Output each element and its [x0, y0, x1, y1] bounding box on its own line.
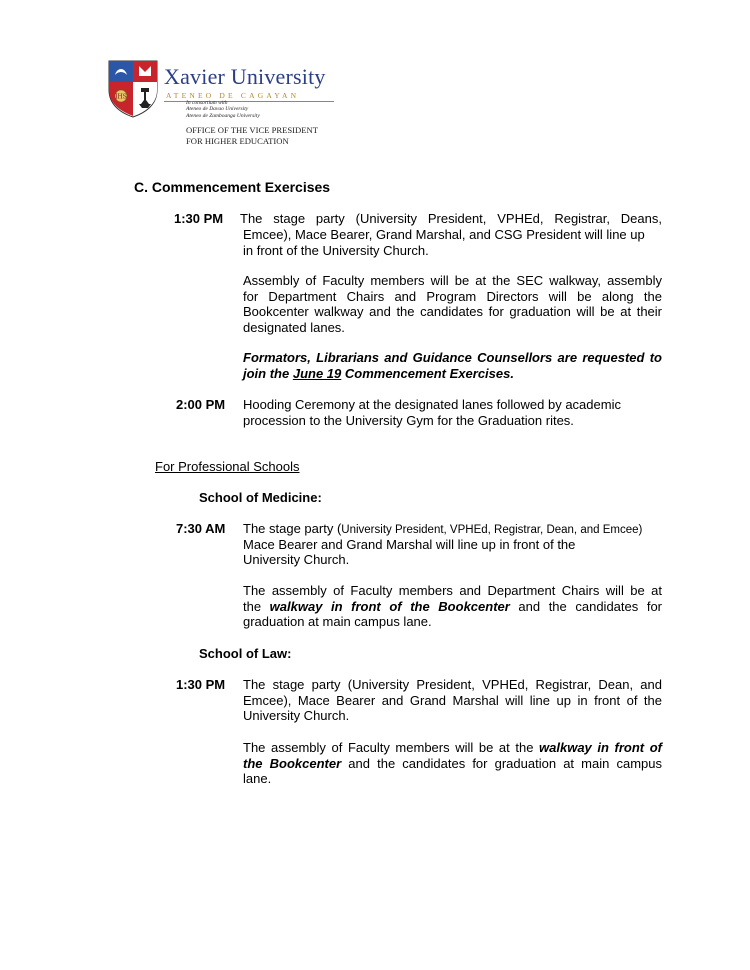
paragraph-line: Bookcenter walkway and the candidates for graduation will be at their [243, 304, 662, 320]
paragraph-text: the [243, 598, 270, 614]
paragraph-line [243, 521, 662, 537]
consortium-note [186, 100, 260, 119]
paragraph-line: The assembly of Faculty members and Department Chairs will be at [243, 583, 662, 598]
office-name [186, 125, 318, 147]
paragraph-line: Hooding Ceremony at the designated lanes followed by academic [243, 397, 621, 412]
paragraph [243, 583, 662, 630]
consortium-school-1: Ateneo de Davao University [186, 106, 249, 113]
office-line-2: FOR HIGHER EDUCATION [186, 136, 289, 146]
paragraph-line: for Department Chairs and Program Directors will be along the [243, 288, 662, 304]
consortium-intro: In consortium with [186, 100, 228, 106]
paragraph-line [243, 756, 662, 772]
university-crest-logo [108, 60, 158, 118]
paragraph-text: and the candidates for [509, 598, 663, 614]
emphasis-text: the Bookcenter [243, 755, 342, 771]
school-heading: School of Law: [199, 646, 292, 661]
paragraph-line: The stage party (University President, VPHEd, Registrar, Dean, and [243, 677, 662, 692]
notice-date: June 19 [292, 365, 342, 381]
paragraph-line: graduation at main campus lane. [243, 614, 432, 630]
university-subtitle: ATENEO DE CAGAYAN [166, 91, 300, 100]
notice-paragraph [243, 350, 662, 381]
paragraph [243, 227, 662, 258]
paragraph [243, 397, 662, 428]
time-label: 1:30 PM [174, 211, 224, 226]
paragraph [243, 521, 662, 568]
emphasis-text: walkway in front of the Bookcenter [269, 598, 510, 614]
office-line-1: OFFICE OF THE VICE PRESIDENT [186, 125, 318, 135]
paragraph-line: The stage party (University President, VPHEd, Registrar, Deans, [240, 211, 662, 226]
notice-line: Formators, Librarians and Guidance Counsellors are requested to [243, 350, 662, 365]
paragraph-line: University Church. [243, 708, 350, 724]
paragraph-text-small: University President, VPHEd, Registrar, Dean, and Emcee) [341, 524, 643, 536]
notice-text: join the [243, 365, 293, 381]
section-heading: C. Commencement Exercises [134, 179, 331, 195]
svg-text:IHS: IHS [115, 93, 127, 101]
time-label: 1:30 PM [176, 677, 226, 692]
paragraph [243, 740, 662, 787]
consortium-school-2: Ateneo de Zamboanga University [186, 112, 260, 119]
paragraph-line [243, 599, 662, 615]
paragraph-line: designated lanes. [243, 319, 345, 335]
subsection-heading: For Professional Schools [155, 459, 300, 474]
emphasis-text: walkway in front of [539, 740, 662, 755]
paragraph-line: lane. [243, 771, 272, 787]
paragraph-line: University Church. [243, 552, 350, 568]
paragraph-line: Emcee), Mace Bearer and Grand Marshal will line up in front of the [243, 692, 662, 708]
paragraph-line: Mace Bearer and Grand Marshal will line up in front of the [243, 536, 576, 552]
paragraph [243, 677, 662, 724]
paragraph-text: The assembly of Faculty members will be at the [243, 740, 540, 755]
paragraph-text: and the candidates for graduation at main campus [341, 755, 662, 771]
paragraph-line: procession to the University Gym for the Graduation rites. [243, 412, 574, 428]
letterhead [108, 60, 368, 150]
notice-line [243, 366, 662, 382]
paragraph-line: Assembly of Faculty members will be at the SEC walkway, assembly [243, 273, 662, 288]
time-label: 2:00 PM [176, 397, 226, 412]
university-name: Xavier University [164, 64, 326, 89]
time-label: 7:30 AM [176, 521, 226, 536]
paragraph-text: The stage party ( [243, 521, 342, 536]
school-heading: School of Medicine: [199, 490, 322, 505]
paragraph-line: in front of the University Church. [243, 242, 429, 258]
paragraph [243, 273, 662, 335]
paragraph-line [243, 740, 662, 756]
notice-text: Commencement Exercises. [341, 365, 514, 381]
paragraph-line: Emcee), Mace Bearer, Grand Marshal, and CSG President will line up [243, 227, 645, 242]
